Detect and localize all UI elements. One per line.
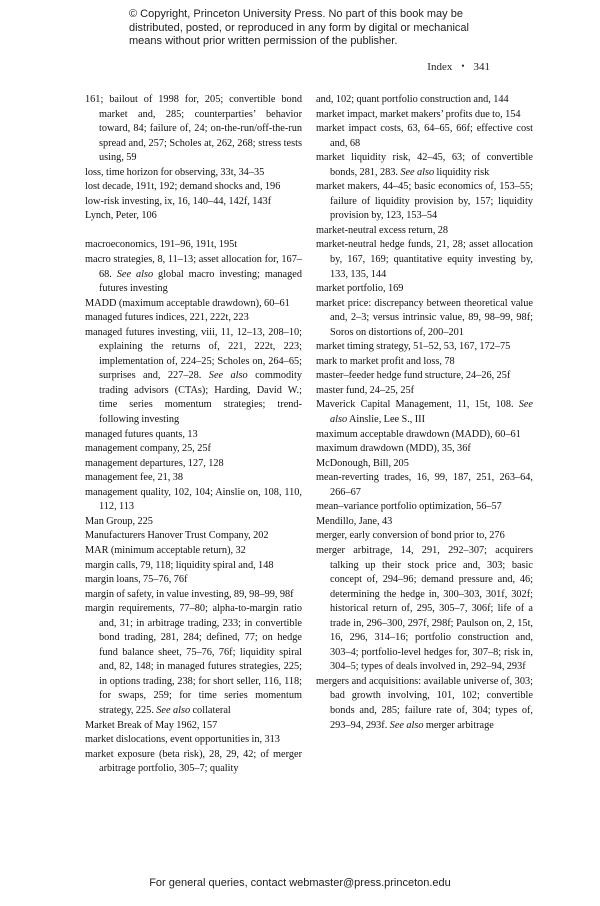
footer-queries: For general queries, contact webmaster@press.princeton.edu [149, 877, 451, 889]
index-entry-group [85, 93, 302, 224]
index-entry: Lynch, Peter, 106 [85, 210, 157, 222]
index-entry: merger arbitrage, 14, 291, 292–307; acquirers talking up their stock price and, 303; basic concept of, 294–96; demand pressure and, 46; determining the hedge in, 300–303, 301f, 302f; historical return of, 295, 305–7, 306f; life of a trade in, 296–300, 297f, 298f; Paulson on, 2, 15t, 16, 296, 314–16; portfolio construction and, 303–4; portfolio-level hedges for, 307–8; risk in, 304–5; types of deals involved in, 292–94, 293f [316, 544, 533, 673]
index-entry: managed futures quants, 13 [85, 428, 198, 440]
see-also-crossref: See also [400, 166, 435, 178]
index-entry: macro strategies, 8, 11–13; asset allocation for, 167–68. See also global macro investing; managed futures investing [85, 254, 302, 295]
index-entry: management departures, 127, 128 [85, 457, 224, 469]
index-entry: margin calls, 79, 118; liquidity spiral and, 148 [85, 559, 274, 571]
index-entry: management quality, 102, 104; Ainslie on, 108, 110, 112, 113 [85, 486, 302, 513]
index-entry: market makers, 44–45; basic economics of, 153–55; failure of liquidity provision by, 157; liquidity provision by, 123, 153–54 [316, 181, 533, 222]
index-entry: managed futures investing, viii, 11, 12–13, 208–10; explaining the returns of, 221, 222t, 223; implementation of, 224–25; Scholes on, 264–65; surprises and, 227–28. See also commodity trading advisors (CTAs); Harding, David W.; time series momentum strategies; trend-following investing [85, 326, 303, 426]
index-entry: loss, time horizon for observing, 33t, 34–35 [85, 166, 265, 178]
index-entry: MAR (minimum acceptable return), 32 [85, 544, 246, 556]
index-entry: and, 102; quant portfolio construction and, 144 [316, 94, 509, 105]
bullet-separator: • [461, 61, 465, 71]
index-left-column [85, 93, 302, 777]
index-entry: market-neutral hedge funds, 21, 28; asset allocation by, 167, 169; quantitative equity investing by, 133, 135, 144 [316, 239, 533, 280]
index-entry: market-neutral excess return, 28 [316, 224, 449, 236]
see-also-crossref: See also [330, 399, 533, 426]
index-entry: mean–variance portfolio optimization, 56–57 [316, 501, 502, 513]
index-entry: margin requirements, 77–80; alpha-to-margin ratio and, 31; in arbitrage trading, 233; in convertible bond trading, 281, 284; defined, 77; on hedge fund balance sheet, 75–76, 76f; liquidity spiral and, 82, 148; in managed futures strategies, 225; in options trading, 238; for short seller, 116, 118; for swaps, 259; for time series momentum strategy, 225. See also collateral [85, 603, 302, 716]
index-entry: maximum acceptable drawdown (MADD), 60–61 [316, 428, 521, 440]
see-also-crossref: See also [389, 719, 424, 731]
index-entry: market liquidity risk, 42–45, 63; of convertible bonds, 281, 283. See also liquidity risk [316, 152, 533, 178]
index-entry: maximum drawdown (MDD), 35, 36f [316, 443, 471, 455]
page-number: 341 [473, 61, 490, 73]
index-entry: margin of safety, in value investing, 89, 98–99, 98f [85, 588, 294, 600]
copyright-notice: © Copyright, Princeton University Press. No part of this book may be distributed, posted, or reproduced in any form by digital or mechanical means without prior written permission of the publisher. [129, 8, 469, 47]
index-columns [85, 93, 533, 777]
index-entry: Market Break of May 1962, 157 [85, 719, 218, 731]
index-entry: macroeconomics, 191–96, 191t, 195t [85, 239, 238, 251]
running-head-title: Index [427, 61, 453, 73]
index-entry: market dislocations, event opportunities in, 313 [85, 734, 280, 746]
index-entry-group [316, 93, 533, 733]
index-entry-group [85, 238, 302, 776]
index-entry: master fund, 24–25, 25f [316, 384, 415, 396]
index-entry: Man Group, 225 [85, 515, 153, 527]
index-entry: Manufacturers Hanover Trust Company, 202 [85, 530, 269, 542]
see-also-crossref: See also [156, 704, 191, 716]
index-entry: mark to market profit and loss, 78 [316, 355, 455, 367]
index-entry: mergers and acquisitions: available universe of, 303; bad growth involving, 101, 102; convertible bonds and, 285; failure rate of, 304; types of, 293–94, 293f. See also merger arbitrage [316, 675, 533, 731]
index-entry: Mendillo, Jane, 43 [316, 515, 393, 527]
index-entry: MADD (maximum acceptable drawdown), 60–61 [85, 297, 290, 309]
index-entry: master–feeder hedge fund structure, 24–26, 25f [316, 370, 511, 382]
index-entry: margin loans, 75–76, 76f [85, 574, 188, 586]
index-entry: market impact, market makers’ profits due to, 154 [316, 108, 521, 120]
index-right-column [316, 93, 533, 777]
index-entry: mean-reverting trades, 16, 99, 187, 251, 263–64, 266–67 [316, 472, 533, 498]
see-also-crossref: See also [208, 370, 248, 382]
index-entry: managed futures indices, 221, 222t, 223 [85, 312, 249, 324]
running-head [427, 61, 490, 73]
index-entry: Maverick Capital Management, 11, 15t, 108. See also Ainslie, Lee S., III [316, 399, 533, 426]
index-entry: 161; bailout of 1998 for, 205; convertible bond market and, 285; counterparties’ behavior toward, 84; failure of, 24; on-the-run/off-the-run spread and, 257; Scholes at, 262, 268; stress tests using, 59 [85, 94, 302, 164]
index-entry: lost decade, 191t, 192; demand shocks and, 196 [85, 181, 281, 193]
index-entry: McDonough, Bill, 205 [316, 457, 409, 469]
index-entry: market exposure (beta risk), 28, 29, 42; of merger arbitrage portfolio, 305–7; quality [85, 748, 302, 775]
index-entry: market price: discrepancy between theoretical value and, 2–3; versus intrinsic value, 89, 98–99, 98f; Soros on distortions of, 200–201 [316, 297, 533, 338]
index-entry: merger, early conversion of bond prior to, 276 [316, 530, 505, 542]
index-entry: low-risk investing, ix, 16, 140–44, 142f, 143f [85, 195, 272, 207]
index-entry: management company, 25, 25f [85, 443, 211, 455]
index-entry: market timing strategy, 51–52, 53, 167, 172–75 [316, 341, 511, 353]
index-entry: management fee, 21, 38 [85, 472, 184, 484]
index-entry: market portfolio, 169 [316, 283, 404, 295]
index-entry: market impact costs, 63, 64–65, 66f; effective cost and, 68 [316, 123, 533, 149]
see-also-crossref: See also [116, 268, 154, 280]
